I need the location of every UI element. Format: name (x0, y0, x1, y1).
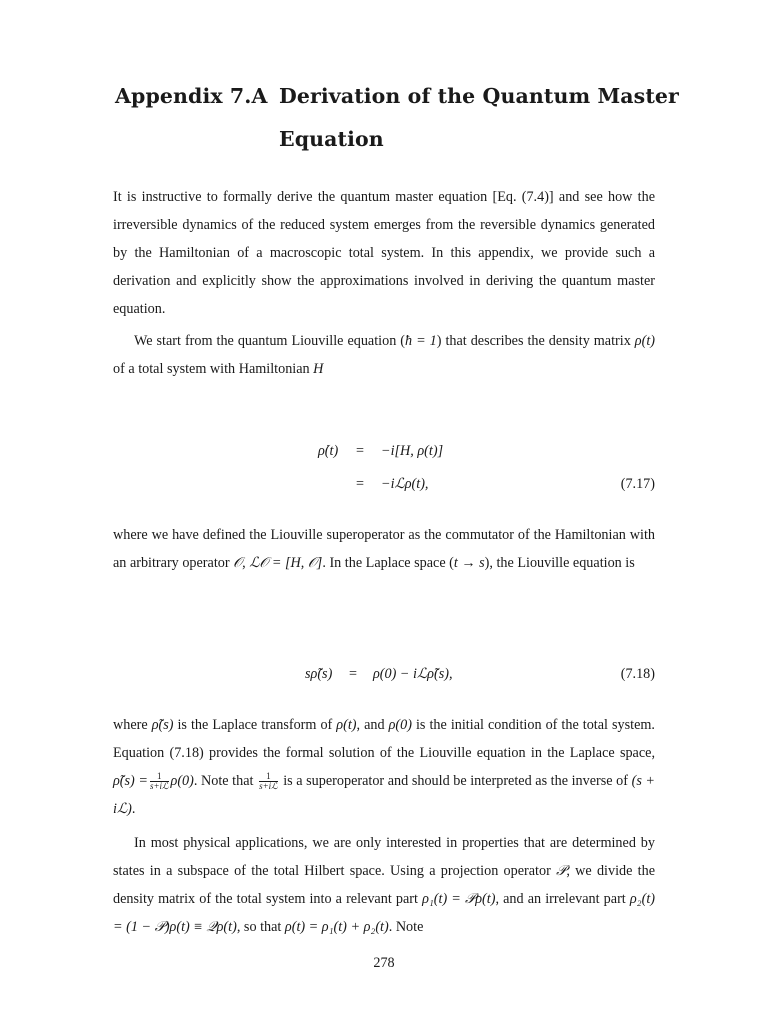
eq717-lhs: ρ̇(t) (318, 443, 339, 459)
page-number: 278 (373, 955, 395, 971)
eq717-op1: = (356, 443, 365, 459)
paragraph-laplace: where ρ̃(s) is the Laplace transform of ρ(t), and ρ(0) is the initial condition of the total system. Equation (7.18) provides the formal solution of the Liouville equation in the Laplace space, ρ̃(s) = $\frac{1}{\text{s+iℒ}}$ ρ(0). Note that $\frac{1}{\text{s+iℒ}}$ is a superoperator and should be interpreted as the inverse of (s + iℒ). (113, 717, 656, 817)
eq718-rhs: ρ(0) − iℒρ̃(s), (373, 666, 453, 682)
eq718-lhs: sρ̃(s) (305, 666, 333, 682)
fraction-inverse-2: $\frac{1}{\text{s+iℒ}}$ (259, 771, 278, 792)
eq717-number: (7.17) (620, 476, 655, 492)
eq718-number: (7.18) (620, 666, 655, 682)
eq718-op: = (349, 666, 358, 682)
appendix-title-line2: Equation (279, 127, 384, 151)
paragraph-superoperator: where we have defined the Liouville superoperator as the commutator of the Hamiltonian with an arbitrary operator 𝒪, ℒ𝒪 = [H, 𝒪]. In the Laplace space (t → s), the Liouville equation is (113, 527, 655, 571)
fraction-inverse-1: $\frac{1}{\text{s+iℒ}}$ (149, 771, 169, 792)
appendix-number: Appendix 7.A (115, 84, 268, 108)
eq717-rhs2: −iℒρ(t), (381, 476, 429, 492)
paragraph-intro: It is instructive to formally derive the quantum master equation [Eq. (7.4)] and see how the irreversible dynamics of the reduced system emerges from the reversible dynamics generated by the Hamiltonian of a macroscopic total system. In this appendix, we provide such a derivation and explicitly show the approximations involved in deriving the quantum master equation. (113, 189, 655, 317)
paragraph-liouville: We start from the quantum Liouville equation (ħ = 1) that describes the density matrix ρ(t) of a total system with Hamiltonian H (113, 333, 655, 377)
appendix-title-line1: Derivation of the Quantum Master (279, 84, 679, 108)
paragraph-projection: In most physical applications, we are only interested in properties that are determined by states in a subspace of the total Hilbert space. Using a projection operator 𝒫, we divide the density matrix of the total system into a relevant part ρ₁(t) = 𝒫ρ(t), and an irrelevant part ρ₂(t) = (1 − 𝒫)ρ(t) ≡ 𝒬ρ(t), so that ρ(t) = ρ₁(t) + ρ₂(t). Note (113, 835, 656, 935)
eq717-rhs1: −i[H, ρ(t)] (381, 443, 444, 459)
eq717-op2: = (356, 476, 365, 492)
